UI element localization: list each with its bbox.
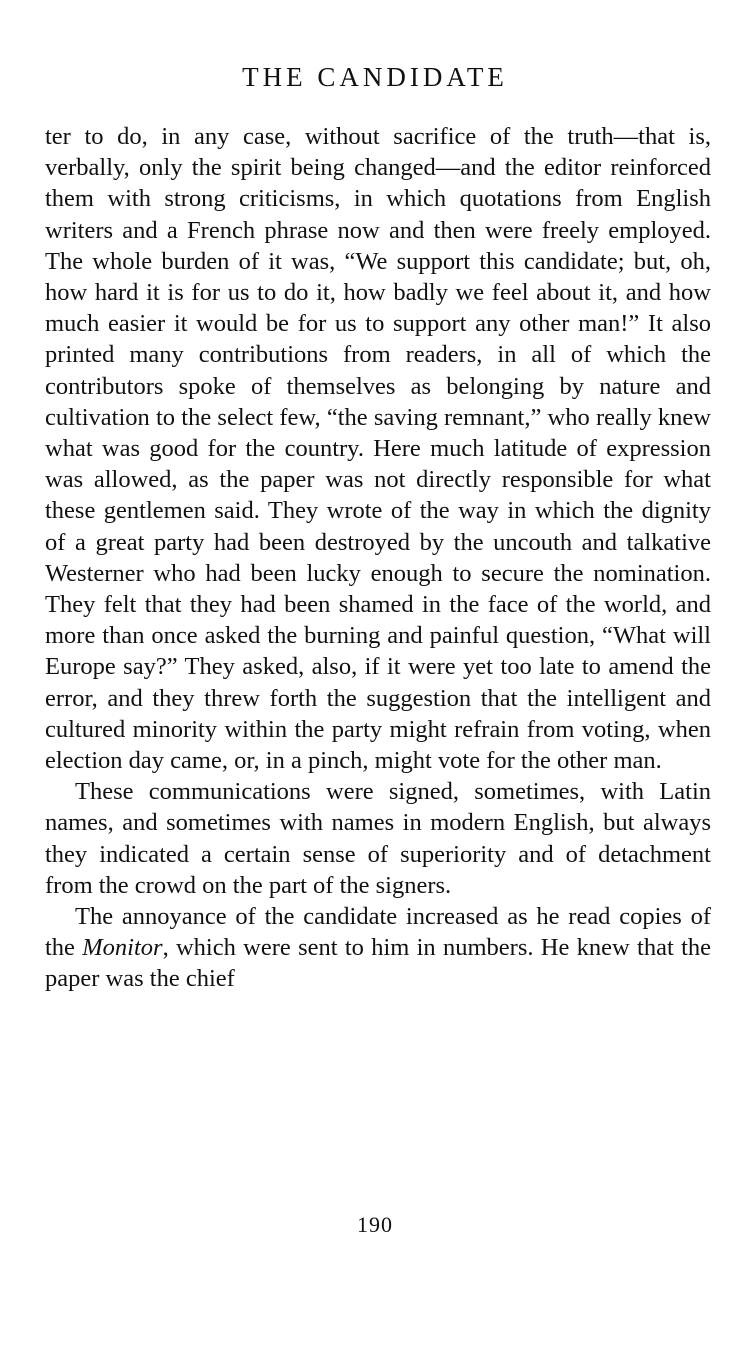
- paragraph-3-start: The annoyance of the candidate increased as he read copies of the: [45, 903, 711, 962]
- paragraph-1: ter to do, in any case, without sacrifice of the truth—that is, verbally, only the spirit being changed—and the editor reinforced them with strong criticisms, in which quotations from English writers and a French phrase now and then were freely employed. The whole burden of it was, “We support this candidate; but, oh, how hard it is for us to do it, how badly we feel about it, and how much easier it would be for us to support any other man!” It also printed many contributions from readers, in all of which the contributors spoke of themselves as belonging by nature and cultivation to the select few, “the saving remnant,” who really knew what was good for the country. Here much latitude of expression was allowed, as the paper was not directly responsible for what these gentlemen said. They wrote of the way in which the dignity of a great party had been destroyed by the uncouth and talkative Westerner who had been lucky enough to secure the nomination. They felt that they had been shamed in the face of the world, and more than once asked the burning and painful question, “What will Europe say?” They asked, also, if it were yet too late to amend the error, and they threw forth the suggestion that the intelligent and cultured minority within the party might refrain from voting, when election day came, or, in a pinch, might vote for the other man.: [45, 123, 711, 775]
- newspaper-title: Monitor: [82, 934, 163, 962]
- paragraph-3: [45, 901, 711, 995]
- page-number: 190: [357, 1212, 393, 1237]
- running-head: THE CANDIDATE: [242, 62, 508, 92]
- paragraph-2: These communications were signed, sometimes, with Latin names, and sometimes with names in modern English, but always they indicated a certain sense of superiority and of detachment from the crowd on the part of the signers.: [45, 778, 711, 899]
- paragraph-3-end: , which were sent to him in numbers. He knew that the paper was the chief: [45, 934, 711, 993]
- body-text: [45, 121, 711, 995]
